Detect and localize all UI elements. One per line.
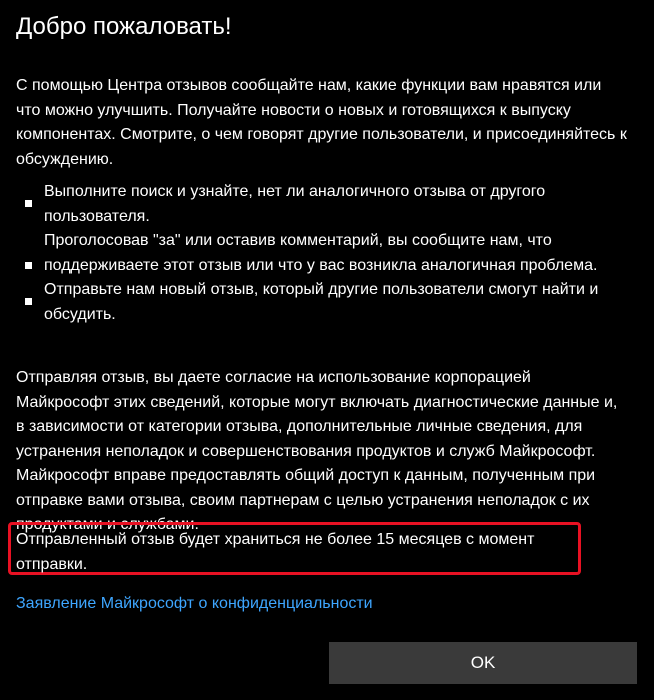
bullet-text: Выполните поиск и узнайте, нет ли аналогичного отзыва от другого пользователя.: [44, 183, 546, 225]
bullet-text: Проголосовав "за" или оставив комментарий, вы сообщите нам, что поддерживаете этот отзыв или что у вас возникла аналогичная проблема.: [44, 232, 598, 274]
ok-button[interactable]: OK: [329, 642, 637, 684]
list-item: [0, 229, 630, 278]
bullet-marker: [25, 298, 32, 305]
privacy-statement-link[interactable]: Заявление Майкрософт о конфиденциальности: [16, 595, 373, 612]
bullet-marker: [25, 200, 32, 207]
list-item: [0, 278, 630, 327]
tips-list: [0, 180, 630, 327]
retention-text: Отправленный отзыв будет храниться не более 15 месяцев с момент отправки.: [16, 531, 535, 573]
bullet-marker: [25, 262, 32, 269]
list-item: [0, 180, 630, 229]
consent-text: Отправляя отзыв, вы даете согласие на использование корпорацией Майкрософт этих сведений, которые могут включать диагностические данные и, в зависимости от категории отзыва, дополнительные личные сведения, для устранения неполадок и совершенствования продуктов и служб Майкрософт. Майкрософт вправе предоставлять общий доступ к данным, полученным при отправке вами отзыва, своим партнерам с целью устранения неполадок с их продуктами и службами.: [16, 369, 618, 533]
bullet-text: Отправьте нам новый отзыв, который другие пользователи смогут найти и обсудить.: [44, 281, 599, 323]
dialog-title: Добро пожаловать!: [16, 13, 232, 40]
intro-text: С помощью Центра отзывов сообщайте нам, какие функции вам нравятся или что можно улучшить. Получайте новости о новых и готовящихся к выпуску компонентах. Смотрите, о чем говорят другие пользователи, и присоединяйтесь к обсуждению.: [16, 77, 627, 168]
